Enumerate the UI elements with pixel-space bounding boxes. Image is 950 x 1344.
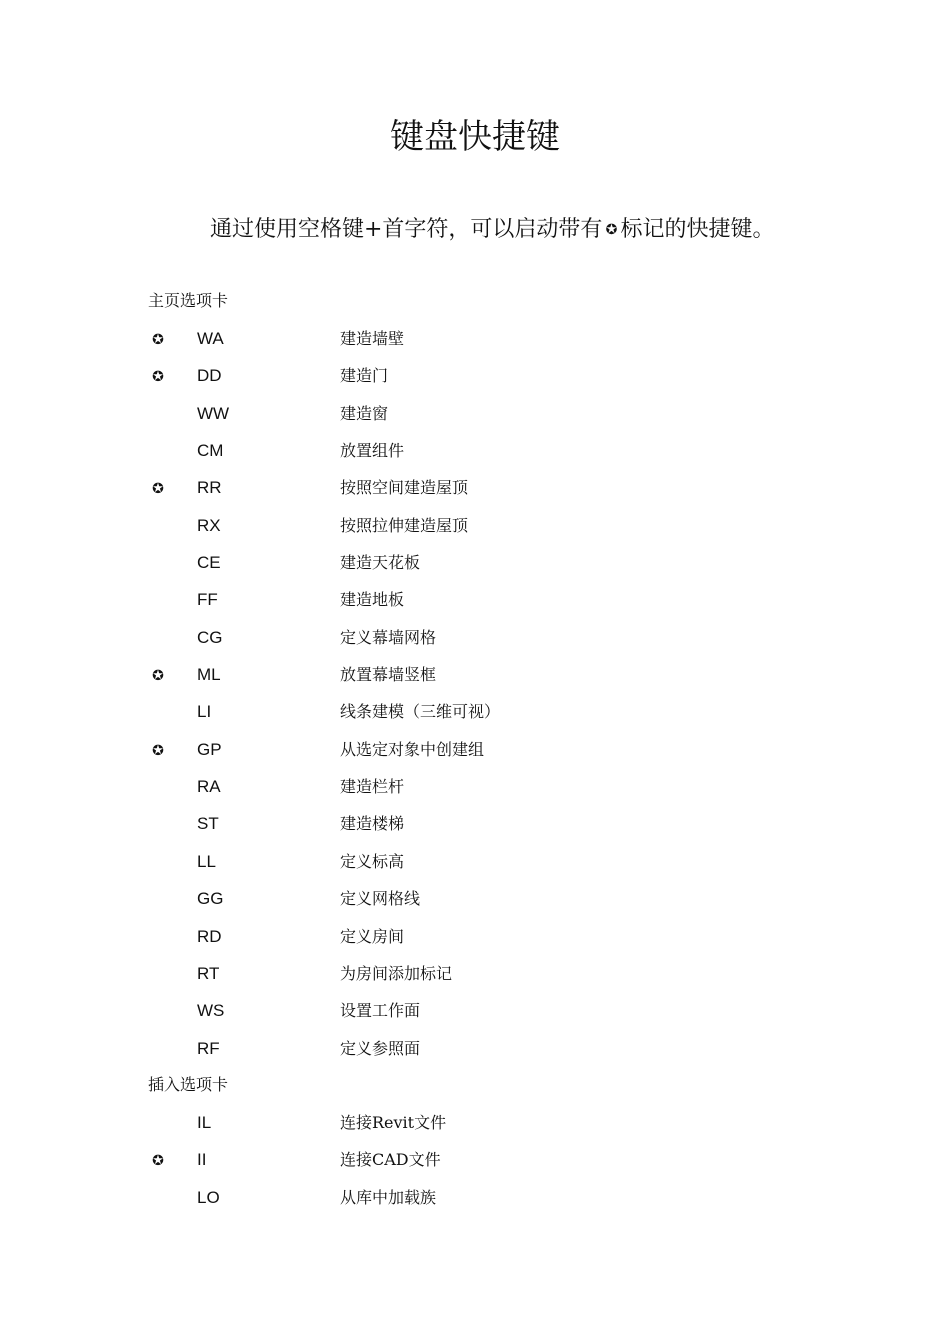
intro-text-before: 通过使用空格键+首字符，可以启动带有 [210,217,603,242]
star-in-circle-icon: ✪ [152,369,164,386]
shortcut-row [0,587,950,624]
shortcut-description: 建造地板 [340,590,405,610]
shortcut-key: IL [197,1113,212,1132]
shortcut-description: 从选定对象中创建组 [340,739,485,759]
shortcut-description: 放置幕墙竖框 [340,665,437,685]
shortcut-key: RD [197,926,222,946]
shortcut-description: 定义参照面 [340,1038,421,1058]
shortcut-row [0,774,950,811]
shortcut-list-home [0,326,950,1073]
shortcut-key: LI [197,702,212,722]
shortcut-key: RA [197,777,221,797]
shortcut-description: 按照拉伸建造屋顶 [340,515,469,535]
shortcut-row [0,1036,950,1073]
shortcut-key: ML [197,665,221,685]
shortcut-description: 设置工作面 [340,1001,421,1021]
shortcut-description: 定义标高 [340,851,405,871]
shortcut-key: CG [197,627,223,647]
intro-text-after: 标记的快捷键。 [620,217,775,242]
star-in-circle-icon: ✪ [152,481,164,498]
shortcut-row [0,625,950,662]
shortcut-key: LL [197,851,216,871]
shortcut-description: 线条建模（三维可视） [340,702,501,722]
shortcut-row [0,550,950,587]
shortcut-row [0,662,950,699]
shortcut-description: 定义房间 [340,926,405,946]
shortcut-description: 从库中加载族 [340,1187,437,1207]
shortcut-list-insert [0,1110,950,1222]
shortcut-key: CM [197,441,224,461]
shortcut-description: 建造墙壁 [340,329,405,348]
shortcut-row [0,1147,950,1184]
shortcut-key: RF [197,1038,220,1058]
star-in-circle-icon: ✪ [152,1153,164,1170]
star-in-circle-icon: ✪ [152,332,164,348]
shortcut-row [0,961,950,998]
shortcut-key: WW [197,403,230,423]
shortcut-row [0,1185,950,1222]
shortcut-key: GP [197,739,222,759]
star-in-circle-icon: ✪ [152,742,164,759]
shortcut-row [0,438,950,475]
shortcut-key: FF [197,590,218,610]
shortcut-key: RR [197,478,222,498]
shortcut-row [0,1110,950,1147]
shortcut-key: CE [197,553,221,573]
shortcut-description: 连接Revit文件 [340,1113,447,1132]
shortcut-description: 建造楼梯 [340,814,405,834]
shortcut-row [0,363,950,400]
shortcut-description: 连接CAD文件 [340,1150,441,1170]
page-title: 键盘快捷键 [390,117,560,157]
shortcut-key: RT [197,963,220,983]
shortcut-row [0,924,950,961]
star-in-circle-icon: ✪ [152,668,164,685]
shortcut-key: WA [197,329,224,348]
shortcut-description: 建造天花板 [340,553,421,573]
shortcut-key: II [197,1150,207,1170]
shortcut-key: ST [197,814,219,834]
shortcut-description: 定义幕墙网格 [340,627,437,647]
shortcut-row [0,401,950,438]
shortcut-row [0,699,950,736]
shortcut-description: 建造栏杆 [340,777,405,797]
shortcut-description: 放置组件 [340,441,405,461]
shortcut-description: 按照空间建造屋顶 [340,478,469,498]
section-heading-insert: 插入选项卡 [148,1075,229,1094]
shortcut-row [0,849,950,886]
shortcut-row [0,513,950,550]
shortcut-row [0,998,950,1035]
shortcut-key: GG [197,889,224,909]
star-in-circle-icon: ✪ [605,222,618,238]
shortcut-description: 定义网格线 [340,889,421,909]
section-heading-home: 主页选项卡 [148,291,229,310]
intro-text [210,212,930,248]
shortcut-row [0,886,950,923]
shortcut-key: RX [197,515,221,535]
shortcut-description: 建造门 [340,366,389,386]
shortcut-key: LO [197,1187,220,1207]
shortcut-key: DD [197,366,222,386]
shortcut-description: 为房间添加标记 [340,963,453,983]
shortcut-row [0,475,950,512]
shortcut-row [0,811,950,848]
shortcut-key: WS [197,1001,225,1021]
shortcut-row [0,326,950,363]
shortcut-description: 建造窗 [340,403,389,423]
shortcut-row [0,737,950,774]
